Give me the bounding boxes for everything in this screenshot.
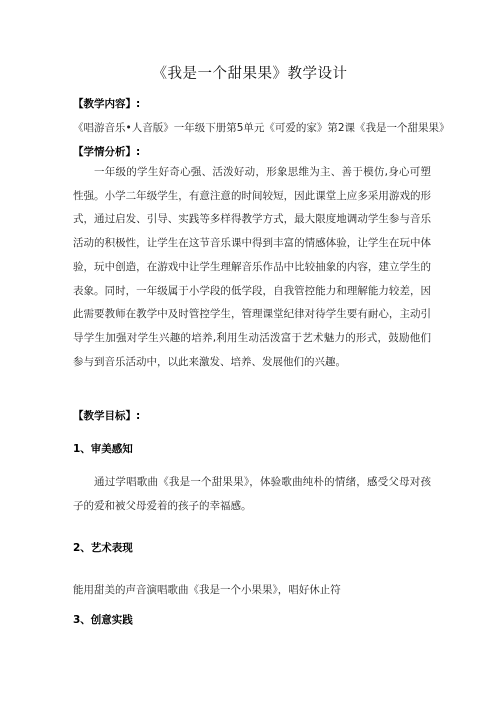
document-title: 《我是一个甜果果》教学设计 <box>152 66 348 82</box>
teaching-goals-heading: 【教学目标】: <box>73 410 141 422</box>
goal-3-heading: 3、创意实践 <box>73 614 133 626</box>
goal-1-text: 通过学唱歌曲《我是一个甜果果》，体验歌曲纯朴的情绪，感受父母对孩子的爱和被父母爱着的孩子的幸福感。 <box>73 476 431 512</box>
student-analysis-heading: 【学情分析】: <box>73 146 141 158</box>
goal-1-heading: 1、审美感知 <box>73 443 133 455</box>
goal-2-text: 能用甜美的声音演唱歌曲《我是一个小果果》，唱好休止符 <box>73 584 341 596</box>
goal-2-heading: 2、艺术表现 <box>73 542 133 554</box>
teaching-content-heading: 【教学内容】: <box>73 98 141 110</box>
teaching-content-text: 《唱游音乐•人音版》一年级下册第5单元《可爱的家》第2课《我是一个甜果果》 <box>73 122 450 134</box>
student-analysis-text: 一年级的学生好奇心强、活泼好动，形象思维为主、善于模仿,身心可塑性强。小学二年级学生，有意注意的时间较短，因此课堂上应多采用游戏的形式，通过启发、引导、实践等多样得教学方式，最大限度地调动学生参与音乐活动的积极性，让学生在这节音乐课中得到丰富的情感体验，让学生在玩中体验，玩中创造，在游戏中让学生理解音乐作品中比较抽象的内容，建立学生的表象。同时，一年级属于小学段的低学段，自我管控能力和理解能力较差，因此需要教师在教学中及时管控学生，管理课堂纪律对待学生要有耐心，主动引导学生加强对学生兴趣的培养,利用生动活泼富于艺术魅力的形式，鼓励他们参与到音乐活动中，以此来激发、培养、发展他们的兴趣。 <box>73 166 431 368</box>
